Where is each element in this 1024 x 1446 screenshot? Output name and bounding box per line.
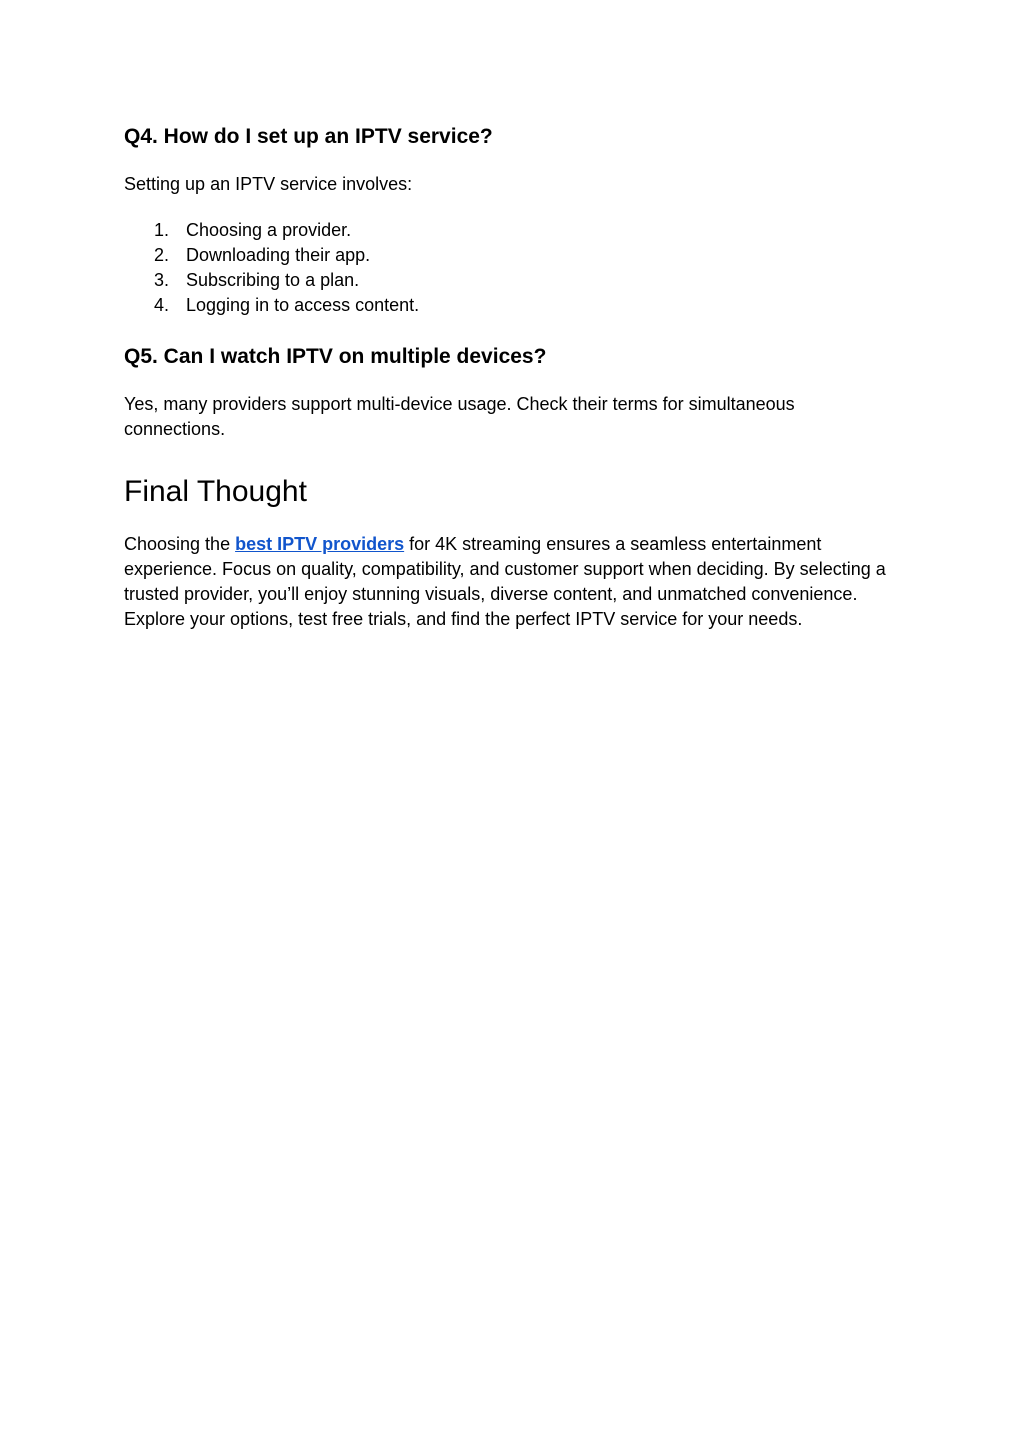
best-iptv-providers-link[interactable]: best IPTV providers <box>235 534 405 554</box>
final-text-after: for 4K streaming ensures a seamless entertainment experience. Focus on quality, compatibility, and customer support when deciding. By selecting a trusted provider, you’ll enjoy stunning visuals, diverse content, and unmatched convenience. Explore your options, test free trials, and find the perfect IPTV service for your needs. <box>124 534 886 629</box>
list-number: 3. <box>154 270 170 290</box>
list-text: Choosing a provider. <box>186 220 352 240</box>
q4-intro: Setting up an IPTV service involves: <box>124 174 413 194</box>
list-text: Subscribing to a plan. <box>186 270 360 290</box>
q5-heading: Q5. Can I watch IPTV on multiple devices? <box>124 345 547 368</box>
q4-heading: Q4. How do I set up an IPTV service? <box>124 125 493 148</box>
list-number: 2. <box>154 245 170 265</box>
list-number: 4. <box>154 295 170 315</box>
final-thought-heading: Final Thought <box>124 475 307 508</box>
final-thought-paragraph <box>124 532 899 632</box>
final-text-before: Choosing the <box>124 534 236 554</box>
list-number: 1. <box>154 220 170 240</box>
list-text: Downloading their app. <box>186 245 371 265</box>
list-text: Logging in to access content. <box>186 295 420 315</box>
q5-answer: Yes, many providers support multi-device usage. Check their terms for simultaneous connections. <box>124 394 795 439</box>
